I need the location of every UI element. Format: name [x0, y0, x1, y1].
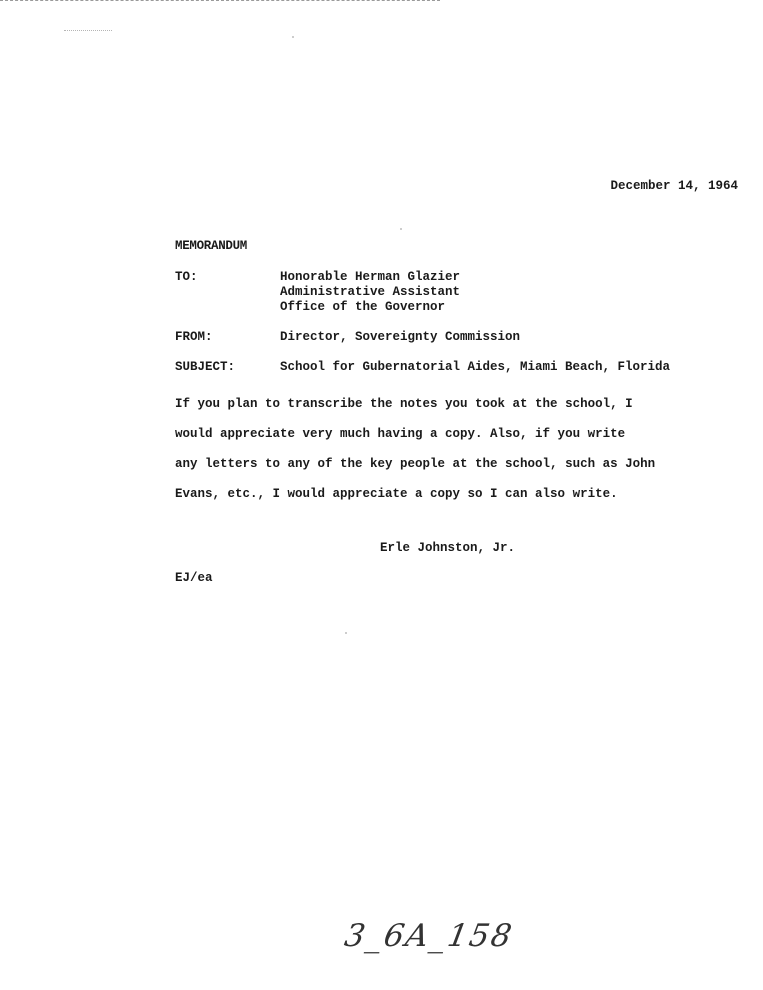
- from-row: [175, 330, 520, 344]
- to-recipient: [280, 270, 460, 315]
- signature: Erle Johnston, Jr.: [380, 541, 516, 555]
- subject-value: School for Gubernatorial Aides, Miami Beach, Florida: [280, 360, 671, 374]
- top-dashed-edge: [0, 0, 440, 1]
- subject-label: SUBJECT:: [175, 360, 236, 374]
- subject-row: [175, 360, 670, 374]
- to-row: [175, 270, 280, 284]
- to-line-title: Administrative Assistant: [280, 285, 461, 299]
- memo-body: [175, 389, 655, 509]
- body-line: any letters to any of the key people at the school, such as John: [175, 457, 656, 471]
- body-line: If you plan to transcribe the notes you took at the school, I: [175, 397, 633, 411]
- to-line-office: Office of the Governor: [280, 300, 446, 314]
- memo-title: MEMORANDUM: [175, 239, 248, 253]
- body-line: would appreciate very much having a copy. Also, if you write: [175, 427, 626, 441]
- handwritten-file-number: 3_6A_158: [341, 918, 517, 954]
- from-label: FROM:: [175, 330, 213, 344]
- to-label: TO:: [175, 270, 198, 284]
- memo-date: December 14, 1964: [610, 179, 738, 193]
- scan-speck: [400, 228, 402, 230]
- scan-speck: [345, 632, 347, 634]
- from-value: Director, Sovereignty Commission: [280, 330, 521, 344]
- scan-speck: [292, 36, 294, 38]
- typist-initials: EJ/ea: [175, 571, 213, 585]
- body-line: Evans, etc., I would appreciate a copy so I can also write.: [175, 487, 618, 501]
- scan-specks: [64, 30, 112, 35]
- to-line-name: Honorable Herman Glazier: [280, 270, 461, 284]
